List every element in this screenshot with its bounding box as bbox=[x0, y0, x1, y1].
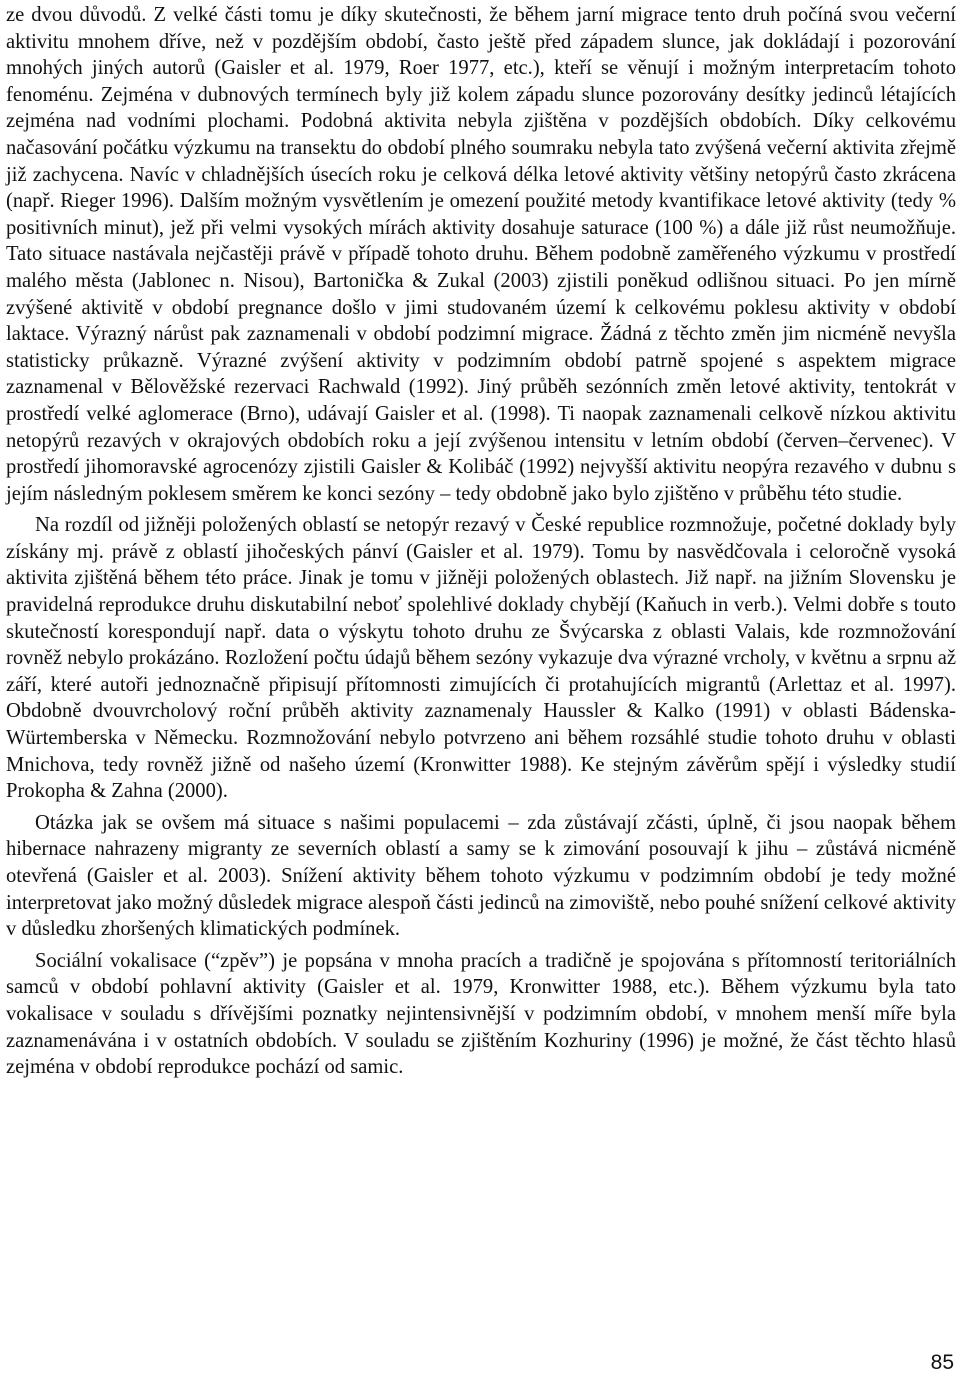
paragraph-4: Sociální vokalisace (“zpěv”) je popsána v mnoha pracích a tradičně je spojována s přítomností teritoriálních samců v období pohlavní aktivity (Gaisler et al. 1979, Kronwitter 1988, etc.). Během výzkumu byla tato vokalisace v souladu s dřívějšími poznatky nejintensivnější v podzimním období, v mnohem menší míře byla zaznamenávána i v ostatních obdobích. V souladu se zjištěním Kozhuriny (1996) je možné, že část těchto hlasů zejména v období reprodukce pochází od samic. bbox=[6, 949, 956, 1079]
page-number: 85 bbox=[930, 1351, 954, 1374]
document-page bbox=[6, 2, 956, 1081]
paragraph-2: Na rozdíl od jižněji položených oblastí se netopýr rezavý v České republice rozmnožuje, početné doklady byly získány mj. právě z oblastí jihočeských pánví (Gaisler et al. 1979). Tomu by nasvědčovala i celoročně vysoká aktivita zjištěná během této práce. Jinak je tomu v jižněji položených oblastech. Již např. na jižním Slovensku je pravidelná reprodukce druhu diskutabilní neboť spolehlivé doklady chybějí (Kaňuch in verb.). Velmi dobře s touto skutečností korespondují např. data o výskytu tohoto druhu ze Švýcarska z oblasti Valais, kde rozmnožování rovněž nebylo prokázáno. Rozložení počtu údajů během sezóny vykazuje dva výrazné vrcholy, v květnu a srpnu až září, které autoři jednoznačně připisují přítomnosti zimujících či protahujících migrantů (Arlettaz et al. 1997). Obdobně dvouvrcholový roční průběh aktivity zaznamenaly Haussler & Kalko (1991) v oblasti Bádenska-Würtemberska v Německu. Rozmnožování nebylo potvrzeno ani během rozsáhlé studie tohoto druhu v oblasti Mnichova, tedy rovněž jižně od našeho území (Kronwitter 1988). Ke stejným závěrům spějí i výsledky studií Prokopha & Zahna (2000). bbox=[6, 514, 956, 803]
paragraph-3: Otázka jak se ovšem má situace s našimi populacemi – zda zůstávají zčásti, úplně, či jsou naopak během hibernace nahrazeny migranty ze severních oblastí a samy se k zimování posouvají k jihu – zůstává nicméně otevřená (Gaisler et al. 2003). Snížení aktivity během tohoto výzkumu v podzimním období je tedy možné interpretovat jako možný důsledek migrace alespoň části jedinců na zimoviště, nebo pouhé snížení celkové aktivity v důsledku zhoršených klimatických podmínek. bbox=[6, 811, 956, 941]
paragraph-1: ze dvou důvodů. Z velké části tomu je díky skutečnosti, že během jarní migrace tento druh počíná svou večerní aktivitu mnohem dříve, než v pozdějším období, často ještě před západem slunce, jak dokládají i pozorování mnohých jiných autorů (Gaisler et al. 1979, Roer 1977, etc.), kteří se věnují i možným interpretacím tohoto fenoménu. Zejména v dubnových termínech byly již kolem západu slunce pozorovány desítky jedinců létajících zejména nad vodními plochami. Podobná aktivita nebyla zjištěna v pozdějších obdobích. Díky celkovému načasování počátku výzkumu na transektu do období plného soumraku nebyla tato zvýšená večerní aktivita zřejmě již zachycena. Navíc v chladnějších úsecích roku je celková délka letové aktivity většiny netopýrů často zkrácena (např. Rieger 1996). Dalším možným vysvětlením je omezení použité metody kvantifikace letové aktivity (tedy % positivních minut), jež při velmi vysokých mírách aktivity dosahuje saturace (100 %) a dále již růst neumožňuje. Tato situace nastávala nejčastěji právě v případě tohoto druhu. Během podobně zaměřeného výzkumu v prostředí malého města (Jablonec n. Nisou), Bartonička & Zukal (2003) zjistili poněkud odlišnou situaci. Po jen mírně zvýšené aktivitě v období pregnance došlo v jimi studovaném území k celkovému poklesu aktivity v období laktace. Výrazný nárůst pak zaznamenali v období podzimní migrace. Žádná z těchto změn jim nicméně nevyšla statisticky průkazně. Výrazné zvýšení aktivity v podzimním období patrně spojené s aspektem migrace zaznamenal v Bělověžské rezervaci Rachwald (1992). Jiný průběh sezónních změn letové aktivity, tentokrát v prostředí velké aglomerace (Brno), udávají Gaisler et al. (1998). Ti naopak zaznamenali celkově nízkou aktivitu netopýrů rezavých v okrajových obdobích roku a její zvýšenou intensitu v letním období (červen–červenec). V prostředí jihomoravské agrocenózy zjistili Gaisler & Kolibáč (1992) nejvyšší aktivitu neopýra rezavého v dubnu s jejím následným poklesem směrem ke konci sezóny – tedy obdobně jako bylo zjištěno v průběhu této studie. bbox=[6, 4, 956, 505]
